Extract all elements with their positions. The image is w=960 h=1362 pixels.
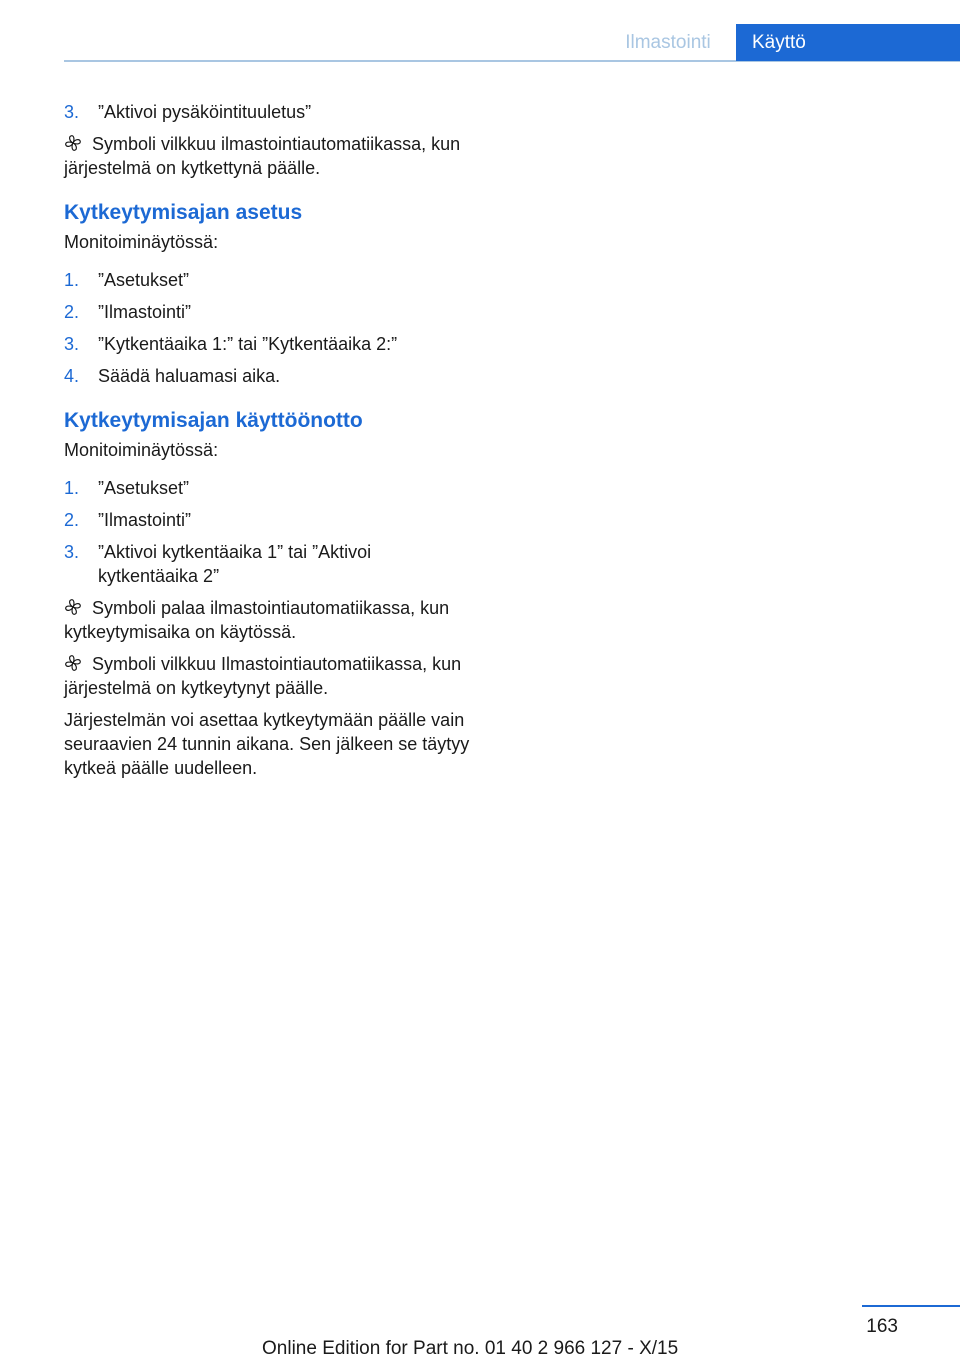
symbol-note [64, 132, 474, 180]
page-number: 163 [866, 1316, 898, 1337]
list-text: Säädä haluamasi aika. [98, 366, 281, 386]
list-number: 3. [64, 334, 80, 354]
list-item [64, 476, 474, 500]
fan-icon [64, 598, 82, 616]
footer-divider [862, 1305, 960, 1307]
main-content [64, 100, 474, 788]
closing-paragraph: Järjestelmän voi asettaa kytkeytymään päälle vain seuraavien 24 tunnin aikana. Sen jälkeen se täytyy kytkeä päälle uudelleen. [64, 710, 470, 778]
list-number: 4. [64, 366, 80, 386]
symbol-note-text: Symboli vilkkuu Ilmastointiautomatiikassa, kun järjestelmä on kytkeytynyt päälle. [64, 654, 462, 698]
list-text: ”Aktivoi pysäköintituuletus” [98, 102, 312, 122]
symbol-note-text: Symboli palaa ilmastointiautomatiikassa, kun kytkeytymisaika on käytössä. [64, 598, 450, 642]
list-item [64, 332, 474, 356]
symbol-note [64, 652, 474, 700]
edition-footer: Online Edition for Part no. 01 40 2 966 127 - X/15 [262, 1338, 679, 1359]
list-item [64, 364, 474, 388]
list-number: 2. [64, 510, 80, 530]
list-text: ”Kytkentäaika 1:” tai ”Kytkentäaika 2:” [98, 334, 398, 354]
header-section-tab[interactable]: Ilmastointi [625, 31, 711, 53]
list-number: 3. [64, 102, 80, 122]
list-item [64, 300, 474, 324]
list-text: ”Ilmastointi” [98, 510, 192, 530]
fan-icon [64, 134, 82, 152]
header-chapter-tab[interactable]: Käyttö [736, 24, 960, 61]
list-item [64, 540, 474, 588]
fan-icon [64, 654, 82, 672]
list-number: 3. [64, 542, 80, 562]
list-item [64, 100, 474, 124]
symbol-note [64, 596, 474, 644]
list-text: ”Ilmastointi” [98, 302, 192, 322]
list-number: 1. [64, 478, 80, 498]
list-text: ”Asetukset” [98, 270, 190, 290]
section-heading: Kytkeytymisajan asetus [64, 201, 303, 224]
symbol-note-text: Symboli vilkkuu ilmastointiautomatiikassa, kun järjestelmä on kytkettynä päälle. [64, 134, 461, 178]
list-number: 2. [64, 302, 80, 322]
section-heading: Kytkeytymisajan käyttöönotto [64, 409, 363, 432]
list-item [64, 508, 474, 532]
section-intro: Monitoiminäytössä: [64, 232, 219, 252]
list-text: ”Aktivoi kytkentäaika 1” tai ”Aktivoi kytkentäaika 2” [98, 542, 372, 586]
list-item [64, 268, 474, 292]
list-number: 1. [64, 270, 80, 290]
list-text: ”Asetukset” [98, 478, 190, 498]
section-intro: Monitoiminäytössä: [64, 440, 219, 460]
